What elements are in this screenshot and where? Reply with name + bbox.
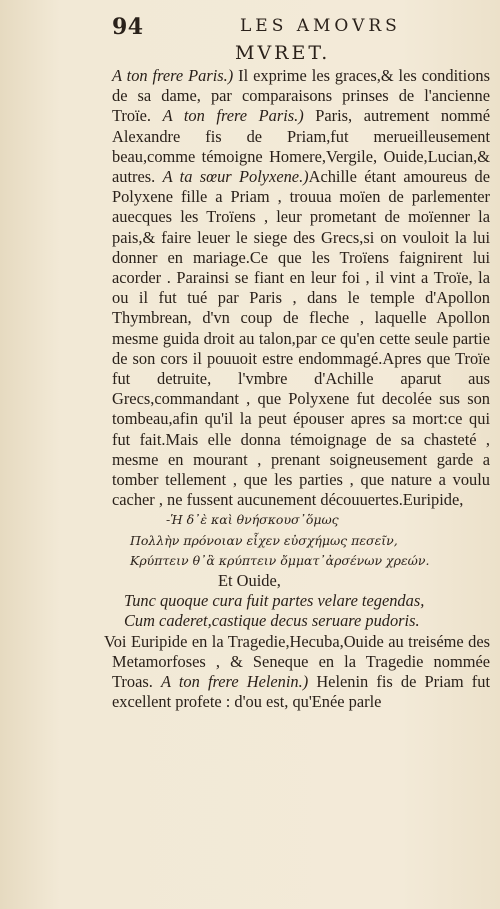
page-header — [112, 14, 492, 38]
latin-line: Cum caderet,castique decus seruare pudoris. — [124, 611, 420, 631]
gloss-text: Helenin fis de Priam fut excellent profete : d'ou est, qu'Enée parle — [112, 672, 491, 712]
commentary-body — [104, 66, 491, 713]
gloss-text: Paris, autrement nommé Alexandre fis de Priam,fut merueilleusement beau,comme témoigne Homere,Vergile, Ouide,Lucian,& autres. — [112, 106, 490, 187]
author-heading: MVRET. — [235, 42, 331, 64]
lemma: A ton frere Paris.) — [162, 106, 304, 126]
lemma: A ta sœur Polyxene.) — [162, 167, 309, 187]
greek-line: Κρύπτειν θ᾽ἃ κρύπτειν ὄμματ᾽ἀρσένων χρεών. — [130, 552, 430, 568]
latin-line: Tunc quoque cura fuit partes velare tegendas, — [124, 591, 425, 611]
latin-quotation — [112, 591, 490, 631]
page-number: 94 — [112, 14, 144, 40]
lemma: A ton frere Paris.) — [112, 66, 234, 85]
greek-quotation — [112, 510, 490, 571]
gloss-text: Il exprime les graces,& les conditions de sa dame, par comparaisons prinses de l'ancienne Troïe. — [112, 66, 491, 126]
gloss-text: Voi Euripide en la Tragedie,Hecuba,Ouide au treiséme des Metamorfoses , & Seneque en la Tragedie nommée Troas. — [104, 631, 490, 692]
greek-line: -Ἡ δ᾽ὲ καὶ θνήσκουσ᾽ὅμως — [166, 512, 339, 528]
running-title: LES AMOVRS — [240, 16, 401, 36]
ovid-intro: Et Ouide, — [218, 571, 281, 591]
closing-paragraph — [104, 631, 491, 713]
greek-line: Πολλὴν πρόνοιαν εἶχεν εὐσχήμως πεσεῖν, — [130, 532, 398, 548]
gloss-text: Achille étant amoureus de Polyxene fille a Priam , trouua moïen de parlementer auecques les Troïens , leur prometant de moïenner la pais,& faire leuer le siege des Grecs,si on vouloit la lui donner en mariage.Ce que les Troïens faignirent lui acorder . Parainsi se fiant en leur foi , il vint a Troïe, la ou il fut tué par Paris , dans le temple d'Apollon Thymbrean, d'vn coup de fleche , laquelle Apollon mesme guida droit au talon,par ce qu'en cette seule partie de son cors il pouuoit estre endommagé.Apres que Troïe fut detruite, l'vmbre d'Achille aparut aus Grecs,commandant , que Polyxene fut decolée sus son tombeau,afin qu'il la peut épouser apres sa mort:ce qui fut fait.Mais elle donna témoignage de sa chasteté , mesme en mourant , prenant soigneusement garde a tomber tellement , que les parties , que nature a voulu cacher , ne fussent aucunement découuertes.Euripide, — [112, 167, 490, 510]
commentary-paragraph — [112, 66, 490, 510]
lemma: A ton frere Helenin.) — [161, 672, 309, 692]
